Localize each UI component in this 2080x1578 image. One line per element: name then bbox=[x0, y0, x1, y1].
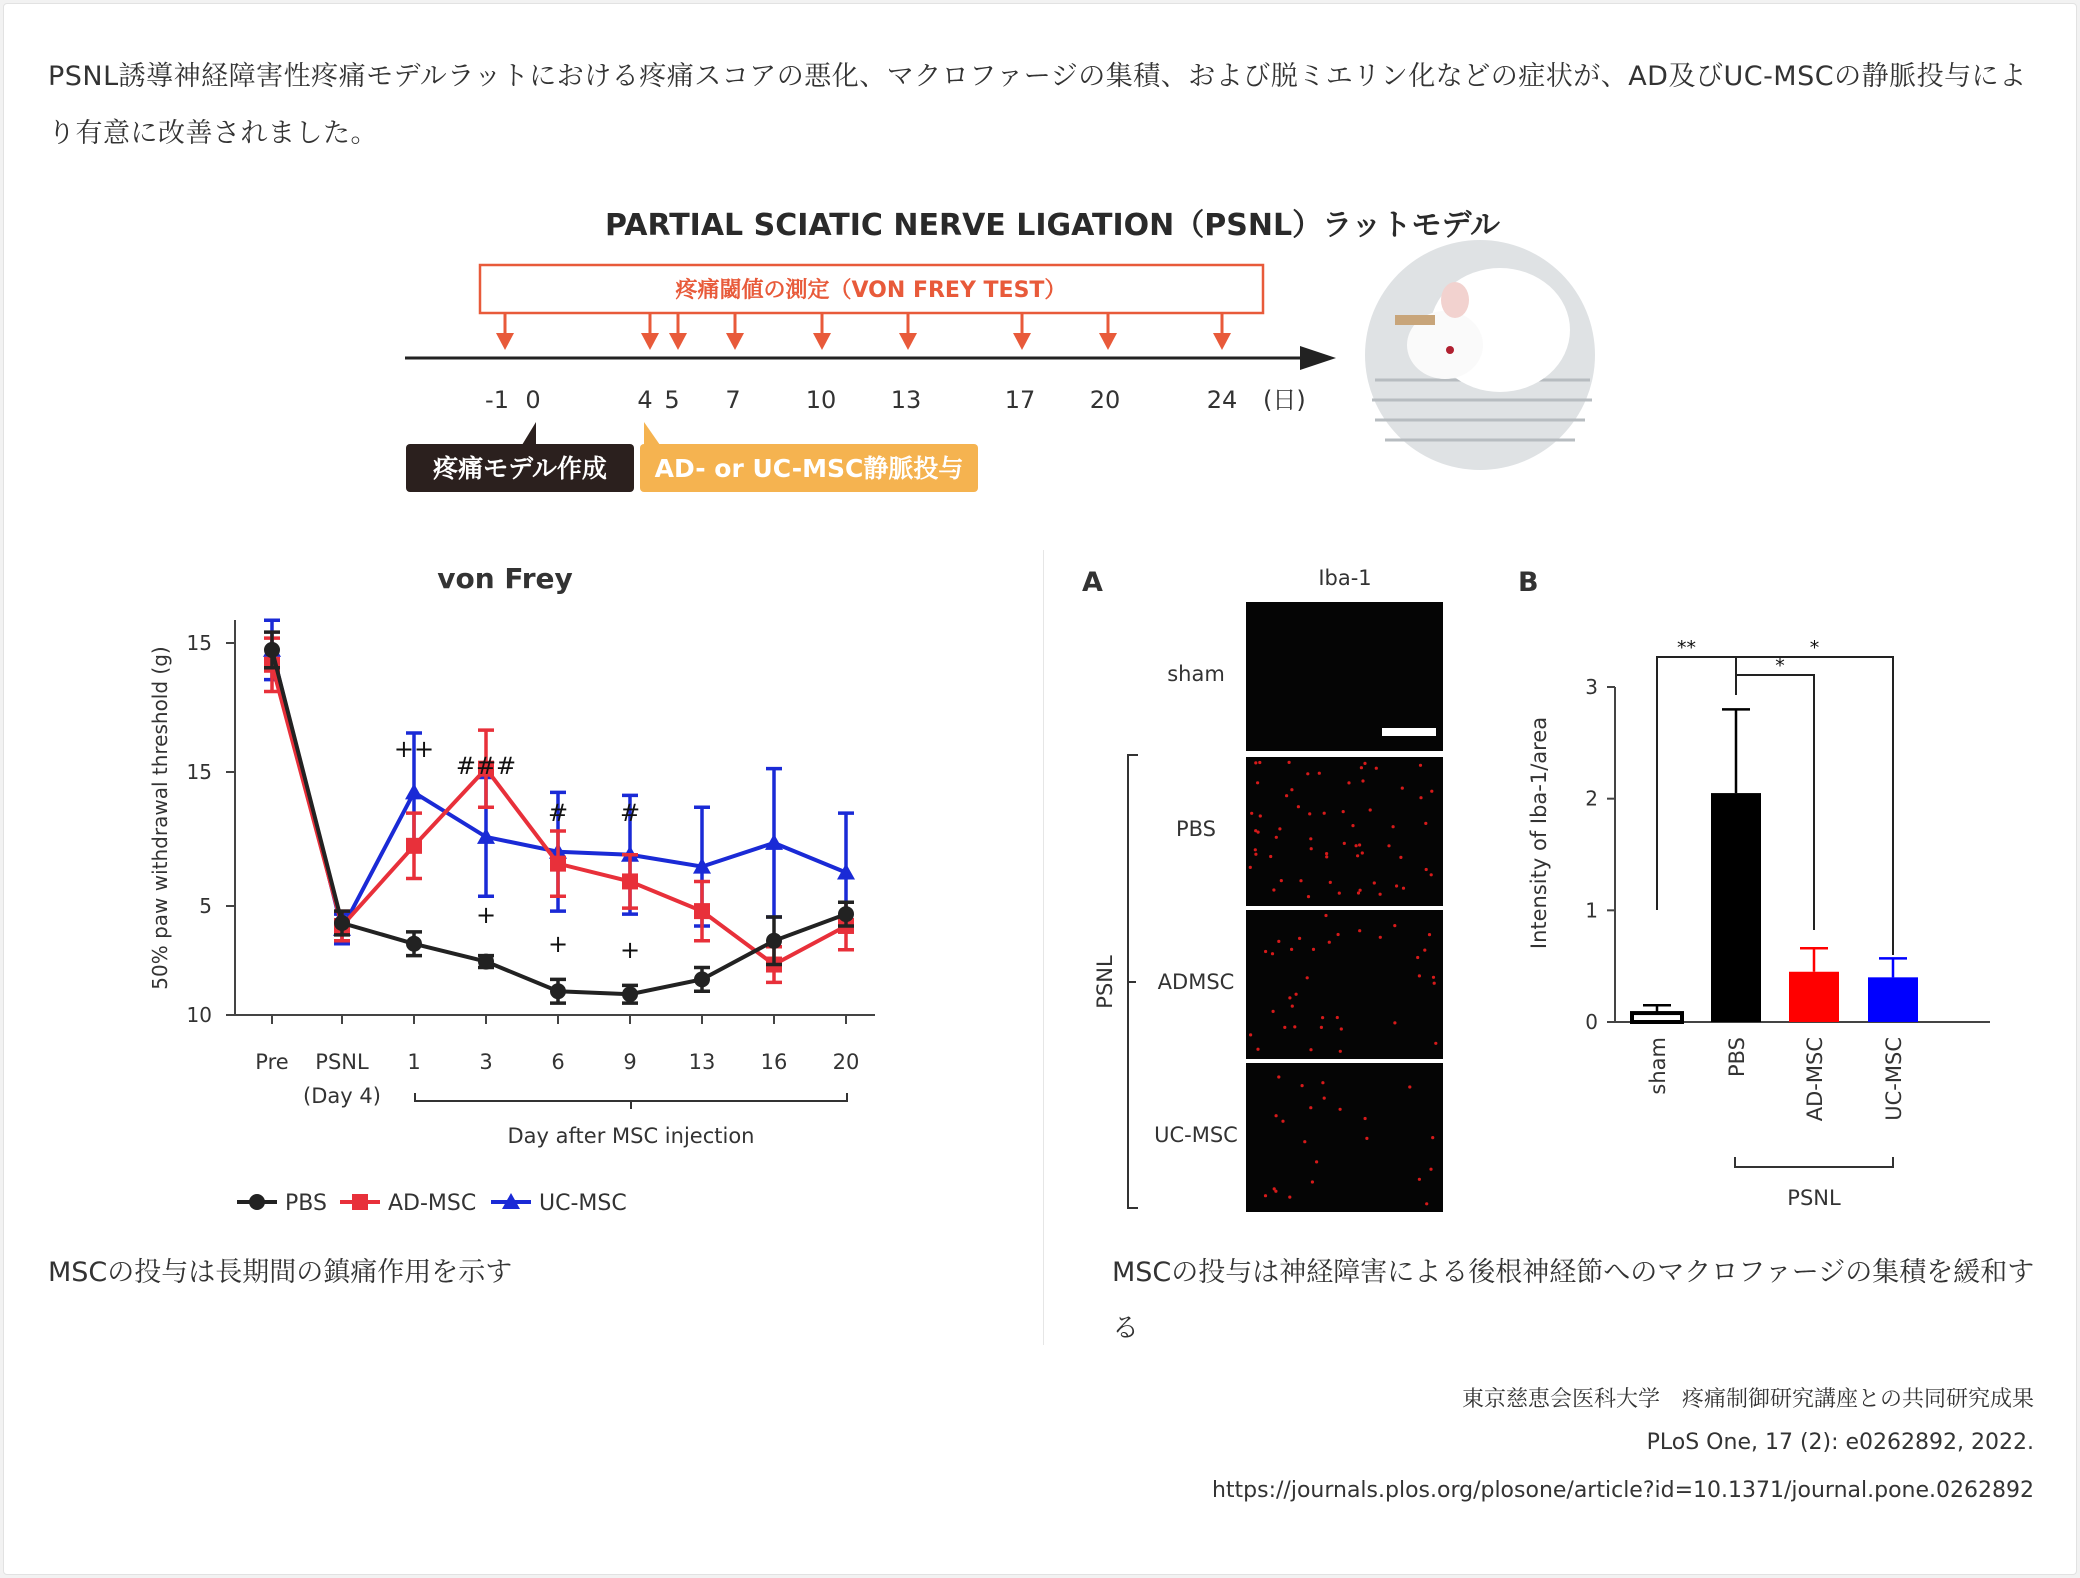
legend-item bbox=[491, 1191, 627, 1216]
bar-error bbox=[1722, 709, 1750, 793]
test-arrow bbox=[726, 313, 744, 350]
psnl-group-label: PSNL bbox=[1093, 955, 1117, 1009]
micrograph-sham bbox=[1167, 602, 1443, 751]
test-arrow bbox=[899, 313, 917, 350]
bar-error bbox=[1879, 958, 1907, 977]
micrograph-pbs bbox=[1176, 757, 1443, 906]
timeline-day-label: 0 bbox=[525, 386, 541, 414]
vonfrey-legend bbox=[237, 1191, 627, 1216]
bar-xtick-label: sham bbox=[1646, 1037, 1670, 1095]
legend-label: UC-MSC bbox=[539, 1191, 627, 1216]
model-label: 疼痛モデル作成 bbox=[433, 454, 607, 483]
rat-photo bbox=[1365, 240, 1595, 470]
vonfrey-xtick-label: 3 bbox=[479, 1050, 493, 1074]
micrograph-admsc bbox=[1158, 910, 1443, 1059]
svg-text:*: * bbox=[1775, 655, 1785, 677]
bar-ytick-label: 0 bbox=[1585, 1010, 1598, 1034]
data-point bbox=[334, 915, 350, 931]
bar-sham bbox=[1632, 1005, 1682, 1022]
legend-label: PBS bbox=[285, 1191, 327, 1216]
test-label: 疼痛閾値の測定（VON FREY TEST） bbox=[675, 278, 1067, 303]
test-arrow bbox=[1099, 313, 1117, 350]
significance-mark: ++ bbox=[393, 735, 435, 763]
panel-a-label: A bbox=[1082, 567, 1103, 598]
bar-ytick-label: 1 bbox=[1585, 898, 1598, 923]
bar-ytick-label: 3 bbox=[1585, 675, 1598, 699]
timeline-day-label: 20 bbox=[1089, 386, 1121, 414]
vonfrey-xtick-sublabel: (Day 4) bbox=[303, 1084, 381, 1108]
bar-ylabel: Intensity of Iba-1/area bbox=[1527, 716, 1551, 950]
credit-url[interactable]: https://journals.plos.org/plosone/article?id=10.1371/journal.pone.0262892 bbox=[1211, 1478, 2034, 1503]
timeline-day-label: 5 bbox=[664, 386, 680, 414]
vonfrey-xlabel: Day after MSC injection bbox=[507, 1124, 755, 1148]
bar-xtick-label: AD-MSC bbox=[1803, 1037, 1827, 1122]
vonfrey-ytick-label: 10 bbox=[186, 1003, 212, 1027]
test-arrow bbox=[1013, 313, 1031, 350]
vonfrey-ytick-label: 5 bbox=[199, 894, 212, 918]
vonfrey-xtick-label: 13 bbox=[688, 1050, 716, 1074]
timeline-day-label: 17 bbox=[1004, 386, 1036, 414]
legend-item bbox=[237, 1191, 327, 1216]
micrograph-row-label: ADMSC bbox=[1157, 970, 1235, 994]
timeline-day-label: 13 bbox=[890, 386, 922, 414]
bar-ad-msc bbox=[1789, 948, 1839, 1022]
micrograph-uc-msc bbox=[1154, 1063, 1443, 1212]
data-point bbox=[477, 828, 495, 844]
data-point bbox=[622, 873, 638, 889]
test-arrow bbox=[641, 313, 659, 350]
scale-bar bbox=[1382, 728, 1436, 736]
timeline-day-label: 10 bbox=[805, 386, 837, 414]
legend-label: AD-MSC bbox=[388, 1191, 477, 1216]
data-point bbox=[766, 933, 782, 949]
left-caption: MSCの投与は長期間の鎮痛作用を示す bbox=[48, 1257, 513, 1288]
timeline-days bbox=[485, 386, 1237, 414]
timeline-title: PARTIAL SCIATIC NERVE LIGATION（PSNL）ラットモデル bbox=[605, 208, 1500, 243]
injection-label: AD- or UC-MSC静脈投与 bbox=[654, 454, 964, 483]
data-point bbox=[765, 834, 783, 850]
injection-bracket bbox=[415, 1093, 847, 1109]
timeline-day-label: 24 bbox=[1206, 386, 1238, 414]
timeline-day-label: 7 bbox=[725, 386, 741, 414]
significance-mark: + bbox=[475, 901, 497, 929]
test-arrows bbox=[496, 313, 1231, 350]
vonfrey-xtick-label: 16 bbox=[760, 1050, 788, 1074]
data-point bbox=[264, 642, 280, 658]
svg-text:**: ** bbox=[1677, 637, 1696, 659]
significance-mark: ### bbox=[455, 752, 517, 780]
significance-mark: # bbox=[619, 799, 641, 827]
bar-pbs bbox=[1711, 709, 1761, 1022]
column-divider bbox=[1043, 550, 1044, 1345]
timeline-day-label: -1 bbox=[485, 386, 509, 414]
vonfrey-chart bbox=[130, 540, 910, 1230]
vonfrey-xtick-label: Pre bbox=[255, 1050, 289, 1074]
vonfrey-xtick-label: 9 bbox=[623, 1050, 637, 1074]
timeline-diagram bbox=[0, 0, 2080, 520]
vonfrey-ytick-label: 15 bbox=[186, 631, 212, 655]
bar-ytick-label: 2 bbox=[1585, 786, 1598, 811]
vonfrey-xtick-label: 20 bbox=[832, 1050, 860, 1074]
data-point bbox=[550, 856, 566, 872]
vonfrey-ylabel: 50% paw withdrawal threshold (g) bbox=[148, 646, 172, 990]
vonfrey-xtick-label: PSNL bbox=[315, 1050, 369, 1074]
data-point bbox=[405, 783, 423, 799]
micrograph-row-label: PBS bbox=[1175, 817, 1217, 841]
test-arrow bbox=[496, 313, 514, 350]
bar-uc-msc bbox=[1868, 958, 1918, 1022]
bar-xtick-label: UC-MSC bbox=[1882, 1037, 1906, 1121]
vonfrey-title: von Frey bbox=[437, 562, 573, 595]
legend-item bbox=[340, 1191, 476, 1216]
credit-institution: 東京慈恵会医科大学 疼痛制御研究講座との共同研究成果 bbox=[1461, 1387, 2034, 1412]
panel-a bbox=[1070, 545, 1470, 1225]
timeline-day-label: 4 bbox=[637, 386, 653, 414]
test-arrow bbox=[1213, 313, 1231, 350]
data-point bbox=[550, 983, 566, 999]
bar-psnl-bracket bbox=[1735, 1157, 1893, 1167]
svg-text:*: * bbox=[1809, 637, 1820, 659]
bar-error bbox=[1800, 948, 1828, 971]
panel-b-label: B bbox=[1518, 567, 1539, 598]
data-point bbox=[622, 986, 638, 1002]
significance-mark: # bbox=[547, 799, 569, 827]
significance-mark: + bbox=[619, 936, 641, 964]
bar-xtick-label: PBS bbox=[1725, 1037, 1749, 1078]
vonfrey-xtick-label: 1 bbox=[407, 1050, 421, 1074]
data-point bbox=[478, 954, 494, 970]
timeline-arrowhead bbox=[1300, 346, 1336, 370]
iba1-bar-chart bbox=[1490, 545, 2040, 1225]
significance-mark: + bbox=[547, 930, 569, 958]
test-arrow bbox=[669, 313, 687, 350]
micrograph-row-label: UC-MSC bbox=[1154, 1123, 1238, 1147]
intro-text: PSNL誘導神経障害性疼痛モデルラットにおける疼痛スコアの悪化、マクロファージの集積、および脱ミエリン化などの症状が、AD及びUC-MSCの静脈投与により有意に改善されました。 bbox=[48, 61, 2027, 149]
day-unit: (日) bbox=[1263, 386, 1306, 414]
data-point bbox=[694, 971, 710, 987]
right-caption: MSCの投与は神経障害による後根神経節へのマクロファージの集積を緩和する bbox=[1112, 1257, 2035, 1344]
credit-citation: PLoS One, 17 (2): e0262892, 2022. bbox=[1646, 1430, 2034, 1455]
vonfrey-ytick-label: 15 bbox=[186, 760, 212, 784]
stain-label: Iba-1 bbox=[1318, 566, 1372, 590]
data-point bbox=[694, 903, 710, 919]
micrograph-row-label: sham bbox=[1167, 662, 1225, 686]
vonfrey-xtick-label: 6 bbox=[551, 1050, 565, 1074]
test-arrow bbox=[813, 313, 831, 350]
bar-group-label: PSNL bbox=[1787, 1186, 1841, 1210]
data-point bbox=[406, 838, 422, 854]
data-point bbox=[838, 906, 854, 922]
data-point bbox=[406, 936, 422, 952]
